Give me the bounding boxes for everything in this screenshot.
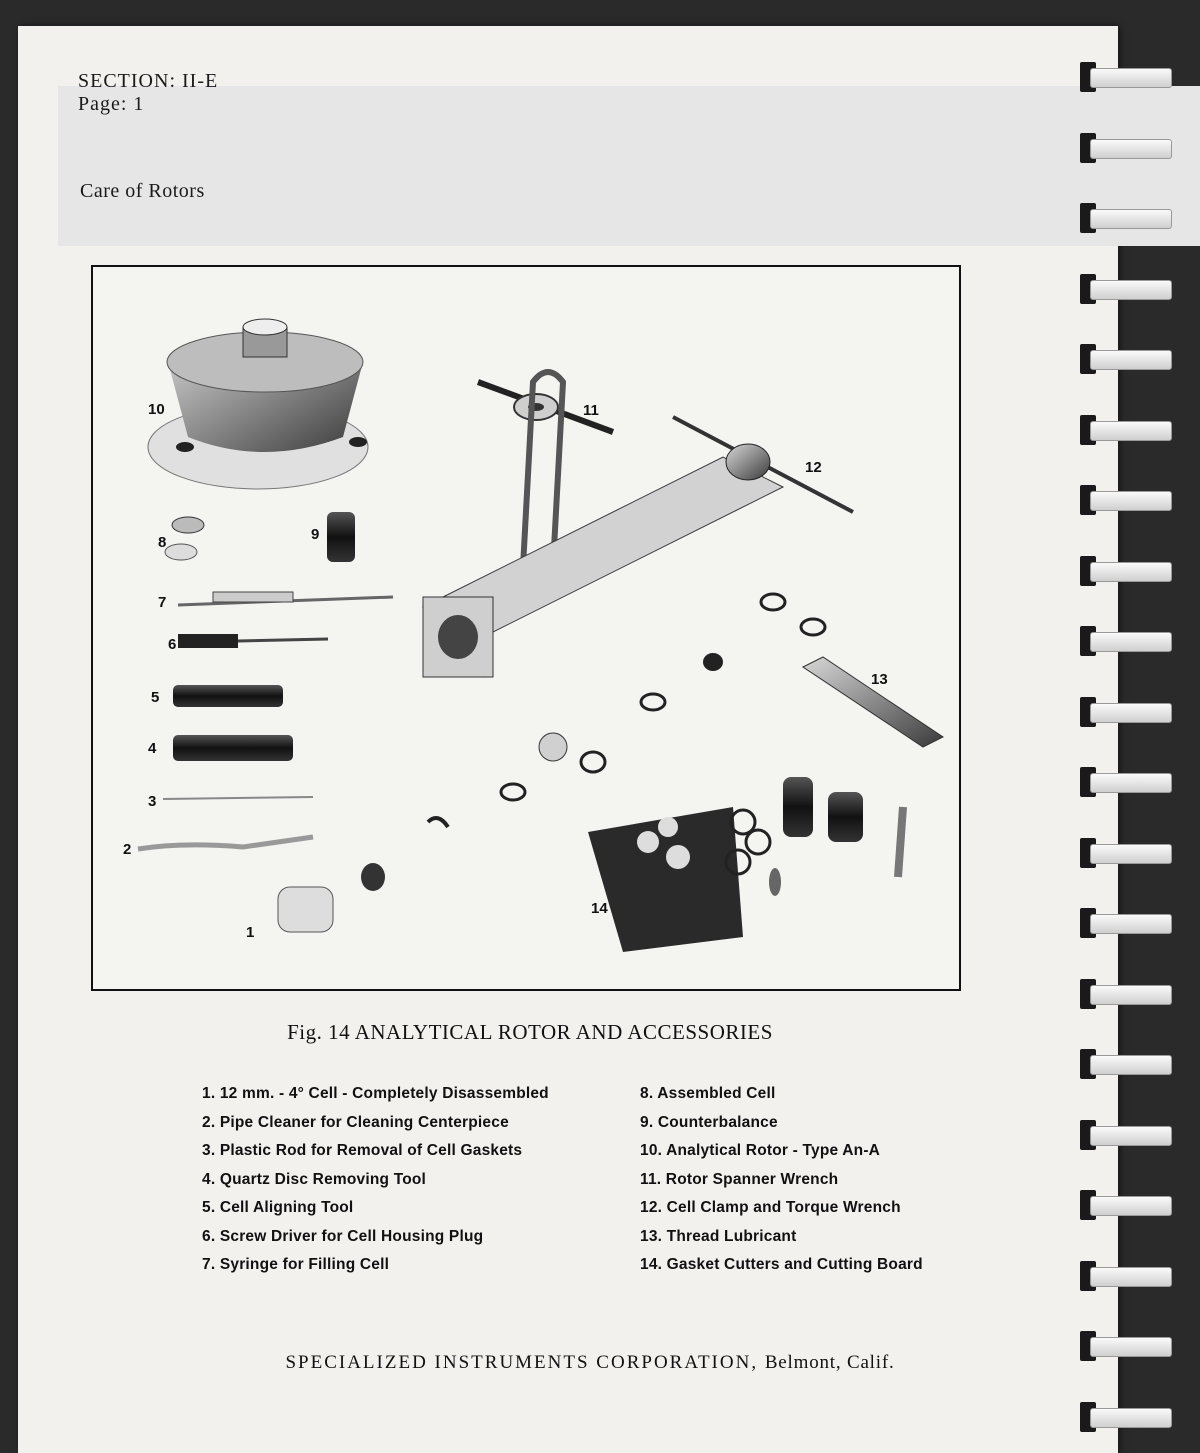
legend-item-3: 3. Plastic Rod for Removal of Cell Gaskets — [202, 1142, 523, 1159]
spiral-binding — [1080, 60, 1170, 1440]
callout-9: 9 — [311, 526, 320, 543]
callout-7: 7 — [158, 594, 167, 611]
callout-5: 5 — [151, 689, 160, 706]
binding-coil — [1080, 624, 1170, 658]
legend-item-11: 11. Rotor Spanner Wrench — [640, 1170, 839, 1188]
callout-11: 11 — [583, 402, 599, 419]
binding-coil — [1080, 765, 1170, 799]
callout-10: 10 — [148, 401, 165, 418]
legend-item-2: 2. Pipe Cleaner for Cleaning Centerpiece — [202, 1113, 509, 1131]
legend-item-13: 13. Thread Lubricant — [640, 1227, 797, 1245]
binding-coil — [1080, 695, 1170, 729]
binding-coil — [1080, 1259, 1170, 1293]
section-label: SECTION: II-E — [78, 70, 219, 92]
rotor-accessories-illustration — [93, 267, 959, 989]
binding-coil — [1080, 201, 1170, 235]
legend-item-10: 10. Analytical Rotor - Type An-A — [640, 1142, 881, 1159]
legend-item-9: 9. Counterbalance — [640, 1113, 778, 1131]
left-tools-shapes — [138, 512, 393, 849]
binding-coil — [1080, 1188, 1170, 1222]
page-subtitle: Care of Rotors — [80, 180, 205, 202]
binding-coil — [1080, 413, 1170, 447]
cell-parts-shapes — [278, 594, 825, 932]
callout-2: 2 — [123, 841, 132, 858]
callout-13: 13 — [871, 671, 888, 688]
callout-14: 14 — [591, 900, 608, 917]
figure-caption: Fig. 14 ANALYTICAL ROTOR AND ACCESSORIES — [287, 1020, 773, 1044]
figure-photo — [91, 265, 961, 991]
legend-left-column — [202, 1080, 549, 1280]
footer-location: Belmont, Calif. — [764, 1352, 895, 1373]
callout-8: 8 — [158, 534, 167, 551]
callout-1: 1 — [246, 924, 255, 941]
callout-4: 4 — [148, 740, 157, 757]
legend-item-7: 7. Syringe for Filling Cell — [202, 1256, 390, 1273]
binding-coil — [1080, 60, 1170, 94]
legend-item-1: 1. 12 mm. - 4° Cell - Completely Disassembled — [202, 1085, 549, 1102]
binding-coil — [1080, 977, 1170, 1011]
callout-6: 6 — [168, 636, 177, 653]
binding-coil — [1080, 1047, 1170, 1081]
legend-item-12: 12. Cell Clamp and Torque Wrench — [640, 1199, 901, 1216]
legend-item-4: 4. Quartz Disc Removing Tool — [202, 1170, 427, 1188]
analytical-rotor-shape — [148, 319, 368, 489]
legend-item-14: 14. Gasket Cutters and Cutting Board — [640, 1256, 923, 1273]
legend-item-5: 5. Cell Aligning Tool — [202, 1199, 354, 1216]
binding-coil — [1080, 272, 1170, 306]
binding-coil — [1080, 1400, 1170, 1434]
legend-item-8: 8. Assembled Cell — [640, 1085, 776, 1102]
binding-coil — [1080, 342, 1170, 376]
cell-clamp-torque-wrench-shape — [423, 372, 853, 677]
callout-3: 3 — [148, 793, 157, 810]
binding-coil — [1080, 554, 1170, 588]
binding-coil — [1080, 1118, 1170, 1152]
binding-coil — [1080, 131, 1170, 165]
binding-coil — [1080, 1329, 1170, 1363]
footer-company: SPECIALIZED INSTRUMENTS CORPORATION, — [285, 1352, 759, 1373]
binding-coil — [1080, 483, 1170, 517]
footer — [0, 1352, 1180, 1374]
binding-coil — [1080, 836, 1170, 870]
binding-coil — [1080, 906, 1170, 940]
legend-item-6: 6. Screw Driver for Cell Housing Plug — [202, 1227, 484, 1245]
gasket-cutting-board — [588, 777, 903, 952]
page-number: Page: 1 — [78, 93, 145, 115]
bleed-through-header — [58, 86, 1200, 246]
callout-12: 12 — [805, 459, 822, 476]
legend-right-column — [640, 1080, 923, 1280]
